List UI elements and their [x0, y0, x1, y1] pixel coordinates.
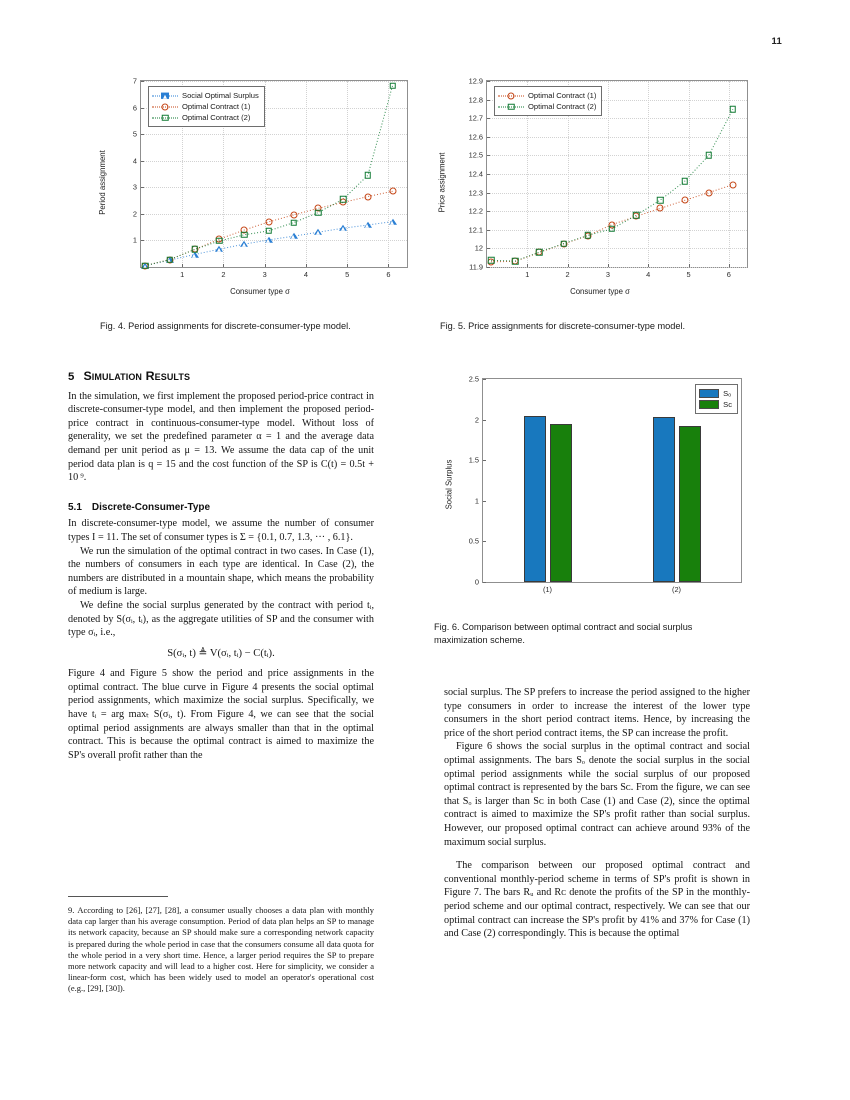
legend-sample: [152, 101, 178, 112]
y-tick-mark: [483, 541, 486, 542]
y-tick-label: 0: [474, 577, 479, 587]
figure-6: [434, 368, 764, 658]
y-tick-label: 2: [132, 209, 137, 219]
y-tick-label: 12.1: [468, 225, 483, 235]
figure-4-xlabel: Consumer type σ: [230, 287, 290, 296]
legend-item: [498, 90, 596, 101]
legend-item: [152, 112, 259, 123]
figure-5-legend: [494, 86, 602, 116]
y-tick-mark: [483, 460, 486, 461]
marker-triangle-icon: [240, 241, 248, 247]
legend-label: Sᴄ: [723, 400, 732, 409]
section-heading-5: [68, 370, 374, 385]
y-tick-label: 12.2: [468, 206, 483, 216]
marker-triangle-icon: [290, 233, 298, 239]
legend-label: Sₒ: [723, 389, 732, 398]
marker-triangle-icon: [161, 92, 169, 98]
marker-triangle-icon: [389, 218, 397, 224]
y-tick-label: 12.4: [468, 169, 483, 179]
x-tick-label: 3: [605, 270, 610, 279]
legend-label: Social Optimal Surplus: [182, 91, 259, 100]
legend-sample: [498, 101, 524, 112]
marker-triangle-icon: [215, 246, 223, 252]
section5-paragraph-1: In the simulation, we first implement the proposed period-price contract in discrete-consumer-type model, and then implement the proposed period-price contract in continuous-consumer-type model. Without loss of generality, we set the predefined parameter α = 1 and the average data demand per unit period as μ = 13. We assume the data cap of the unit period data plan is q = 15 and the cost function of the SP is C(t) = 0.5t + 10 ⁹.: [68, 390, 374, 484]
legend-line: [498, 106, 524, 107]
left-column: [68, 370, 374, 762]
figure-6-legend: [695, 384, 738, 414]
right-paragraph-3: The comparison between our proposed optimal contract and conventional monthly-period scheme in terms of SP's profit is shown in Figure 7. The bars Rᵤ and Rᴄ denote the profits of the SP in the monthly-period scheme and our optimal contract, respectively. We can see that our optimal contract can increase the SP's profit by 41% and 37% for Case (1) and Case (2) correspondingly. This is because the optimal: [444, 860, 750, 940]
x-tick-label: 3: [262, 270, 267, 279]
right-column: [444, 686, 750, 941]
right-paragraph-1: social surplus. The SP prefers to increase the period assigned to the higher type consumers in order to increase the interest of the lower type consumers in the short period contract items. Hence, by increasing the price of the short period contract items, the SP can increase the profit.: [444, 687, 750, 739]
y-tick-label: 12.7: [468, 113, 483, 123]
legend-label: Optimal Contract (1): [182, 102, 251, 111]
figure-4-ylabel: Period assignment: [97, 150, 107, 215]
y-tick-mark: [483, 582, 486, 583]
equation-social-surplus: S(σᵢ, t) ≜ V(σᵢ, tᵢ) − C(tᵢ).: [167, 647, 275, 659]
legend-item: [699, 399, 732, 410]
y-tick-label: 1.5: [468, 455, 479, 465]
y-tick-label: 3: [132, 182, 137, 192]
legend-line: [498, 95, 524, 96]
marker-triangle-icon: [314, 229, 322, 235]
y-tick-label: 2: [474, 415, 479, 425]
legend-label: Optimal Contract (2): [528, 102, 597, 111]
legend-swatch: [699, 400, 719, 409]
y-tick-label: 12.6: [468, 132, 483, 142]
footnote-number: 9.: [68, 905, 75, 915]
subsection-heading-51: [68, 501, 374, 515]
section-title: Simulation Results: [83, 369, 191, 383]
bar: [679, 426, 701, 582]
footnote-text: According to [26], [27], [28], a consumer usually chooses a data plan with monthly data cap larger than his average consumption. Period of data plan helps an SP to manage its network capacity, because an SP should make sure a corresponding network capacity is prepared during the whole period in case that the consumers consume all data quota for the whole period in a very short time. Hence, a larger period requires the SP to prepare more network capacity and will lead to a higher cost. Here for simplicity, we consider a linear-form cost, which has been widely used to model an operator's operational cost (e.g., [29], [30]).: [68, 905, 374, 994]
figure-4: [97, 72, 420, 342]
figure-6-plot: [434, 368, 764, 613]
legend-item: [152, 101, 259, 112]
x-tick-label: 4: [303, 270, 309, 279]
y-tick-label: 12.8: [468, 95, 483, 105]
figure-5: [437, 72, 760, 342]
section51-paragraph-4: Figure 4 and Figure 5 show the period and price assignments in the optimal contract. The blue curve in Figure 4 presents the social optimal period assignments, which maximize the social surplus. Specifically, we have tᵢ = arg maxₜ S(σᵢ, t). From Figure 4, we can see that the social optimal period assignments are always smaller than that in the optimal contract. This is because the optimal contract is aimed to maximize the SP's overall profit rather than the: [68, 668, 374, 761]
y-tick-label: 12.3: [468, 188, 483, 198]
marker-triangle-icon: [141, 262, 149, 268]
legend-sample: [152, 90, 178, 101]
y-tick-mark: [483, 420, 486, 421]
subsection-number: 5.1: [68, 501, 82, 513]
bar: [653, 417, 675, 582]
y-tick-mark: [483, 501, 486, 502]
y-tick-label: 2.5: [468, 374, 479, 384]
legend-line: [152, 117, 178, 118]
y-tick-label: 6: [132, 103, 137, 113]
y-tick-label: 0.5: [468, 536, 479, 546]
section51-paragraph-1: In discrete-consumer-type model, we assume the number of consumer types I = 11. The set of consumer types is Σ = {0.1, 0.7, 1.3, ··· , 6.1}.: [68, 518, 374, 543]
legend-item: [699, 388, 732, 399]
x-tick-label: 6: [726, 270, 731, 279]
figure-6-ylabel: Social Surplus: [444, 459, 454, 510]
y-tick-label: 7: [132, 76, 137, 86]
legend-line: [152, 106, 178, 107]
figure-4-caption: Fig. 4. Period assignments for discrete-consumer-type model.: [100, 321, 351, 331]
y-tick-mark: [483, 379, 486, 380]
y-tick-label: 5: [132, 129, 137, 139]
y-tick-label: 1: [132, 235, 137, 245]
figure-5-plot: [437, 72, 760, 302]
marker-triangle-icon: [339, 225, 347, 231]
x-tick-label: 1: [525, 270, 530, 279]
x-tick-label: 5: [345, 270, 350, 279]
x-tick-label: (2): [671, 585, 682, 594]
legend-sample: [152, 112, 178, 123]
x-tick-label: 4: [646, 270, 651, 279]
footnote-9: [68, 905, 374, 995]
figure-6-caption: Fig. 6. Comparison between optimal contract and social surplus maximization scheme.: [434, 622, 693, 645]
legend-sample: [498, 90, 524, 101]
marker-triangle-icon: [265, 237, 273, 243]
legend-item: [152, 90, 259, 101]
x-tick-label: 2: [221, 270, 226, 279]
y-tick-label: 12.9: [468, 76, 483, 86]
legend-label: Optimal Contract (1): [528, 91, 597, 100]
figure-4-legend: [148, 86, 265, 127]
legend-item: [498, 101, 596, 112]
y-tick-mark: [487, 267, 490, 268]
figure-5-caption: Fig. 5. Price assignments for discrete-consumer-type model.: [440, 321, 686, 331]
gridline-horizontal: [487, 267, 747, 268]
y-tick-label: 12.5: [468, 150, 483, 160]
x-tick-label: 1: [180, 270, 185, 279]
bar: [524, 416, 546, 582]
subsection-title: Discrete-Consumer-Type: [91, 501, 211, 513]
figure-5-ylabel: Price assignment: [437, 152, 447, 213]
section51-paragraph-3: We define the social surplus generated by the contract with period tᵢ, denoted by S(σᵢ, tᵢ), as the aggregate utilities of SP and the consumer with type σᵢ, i.e.,: [68, 599, 374, 639]
figure-4-plot: [97, 72, 420, 302]
y-tick-label: 12: [474, 243, 483, 253]
x-tick-label: 5: [686, 270, 691, 279]
y-tick-label: 4: [132, 156, 137, 166]
bar: [550, 424, 572, 582]
y-tick-label: 11.9: [469, 262, 483, 272]
section51-paragraph-2: We run the simulation of the optimal contract in two cases. In Case (1), the numbers of consumers in each type are identical. In Case (2), the numbers are distributed in a mountain shape, which means the probability of medium is large.: [68, 545, 374, 598]
section-number: 5: [68, 371, 75, 383]
x-tick-label: (1): [542, 585, 553, 594]
figure-5-xlabel: Consumer type σ: [570, 287, 630, 296]
legend-label: Optimal Contract (2): [182, 113, 251, 122]
x-tick-label: 6: [386, 270, 391, 279]
y-tick-label: 1: [474, 496, 479, 506]
footnote-rule: [68, 896, 168, 897]
marker-triangle-icon: [191, 251, 199, 257]
right-paragraph-2: Figure 6 shows the social surplus in the optimal contract and social optimal assignments. The bars Sₒ denote the social surplus in the social optimal period assignments while the social surplus of our proposed optimal contract is represented by the bars Sᴄ. From the figure, we can see that Sₒ is larger than Sᴄ in both Case (1) and Case (2), since the optimal contract is aimed to maximize the SP's profit rather than social surplus. However, our proposed optimal contract can achieve around 93% of the maximum social surplus.: [444, 741, 750, 848]
marker-triangle-icon: [364, 222, 372, 228]
page-number: 11: [771, 36, 782, 47]
x-tick-label: 2: [565, 270, 570, 279]
legend-swatch: [699, 389, 719, 398]
marker-triangle-icon: [166, 257, 174, 263]
